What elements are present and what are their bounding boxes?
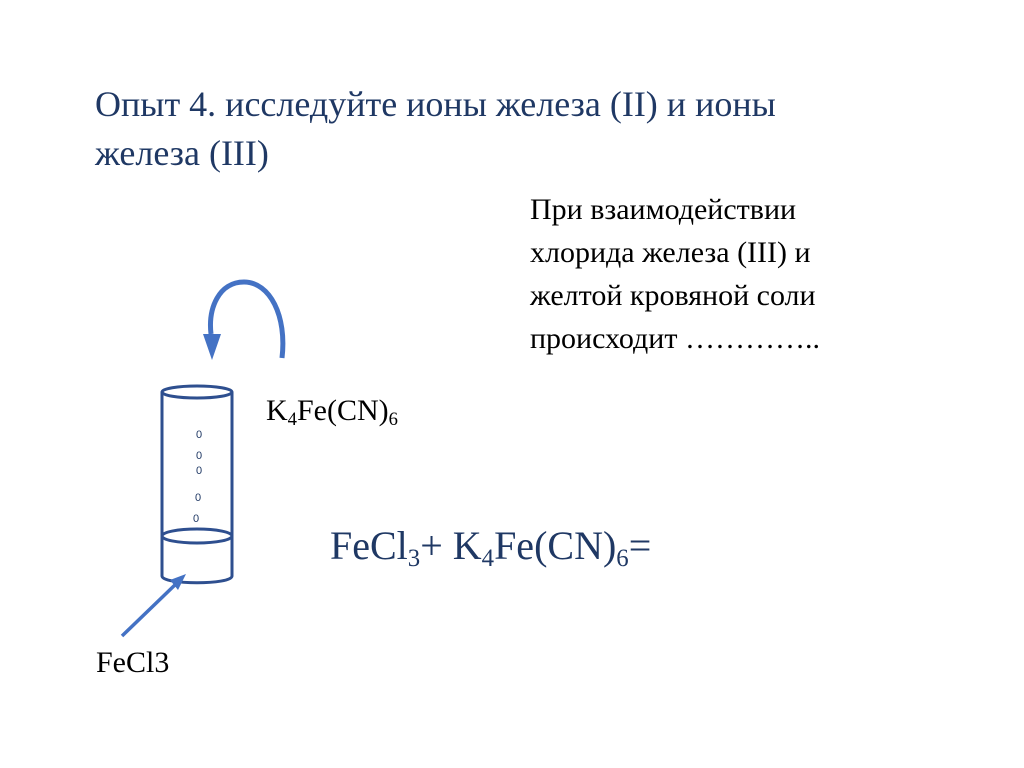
title-line-1: Опыт 4. исследуйте ионы железа (II) и ионы bbox=[95, 84, 776, 124]
reagent-k: K bbox=[266, 394, 288, 427]
reagent-label bbox=[266, 394, 398, 431]
description-line-1: При взаимодействии bbox=[530, 193, 797, 226]
drop: 0 bbox=[196, 450, 203, 462]
pour-arrow-head bbox=[203, 334, 221, 360]
reagent-k-subscript: 4 bbox=[287, 409, 297, 431]
pointer-arrow-line bbox=[122, 582, 178, 636]
tube-content-label: FeCl3 bbox=[96, 646, 170, 679]
reagent-fe-cn: Fe(CN) bbox=[296, 394, 389, 427]
pour-arrow-curve bbox=[211, 282, 283, 358]
reagent-cn-subscript: 6 bbox=[388, 409, 398, 431]
drop: 0 bbox=[193, 513, 200, 525]
solution-surface bbox=[162, 529, 232, 543]
description-line-2: хлорида железа (III) и bbox=[530, 236, 811, 269]
title-line-2: железа (III) bbox=[95, 133, 269, 173]
drop: 0 bbox=[196, 465, 203, 477]
description-line-3: желтой кровяной соли bbox=[530, 279, 816, 312]
equation-cn-subscript: 6 bbox=[616, 544, 629, 572]
equation-equals: = bbox=[628, 523, 652, 568]
equation-cl-subscript: 3 bbox=[407, 544, 421, 572]
equation-fecl: FeCl bbox=[330, 523, 408, 568]
reaction-equation bbox=[330, 522, 652, 572]
drop: 0 bbox=[195, 492, 202, 504]
drop: 0 bbox=[196, 429, 203, 441]
equation-plus-k: + K bbox=[420, 523, 482, 568]
description-line-4: происходит ………….. bbox=[530, 322, 820, 355]
test-tube bbox=[162, 386, 232, 583]
equation-k-subscript: 4 bbox=[481, 544, 495, 572]
equation-fe-cn: Fe(CN) bbox=[494, 523, 617, 568]
